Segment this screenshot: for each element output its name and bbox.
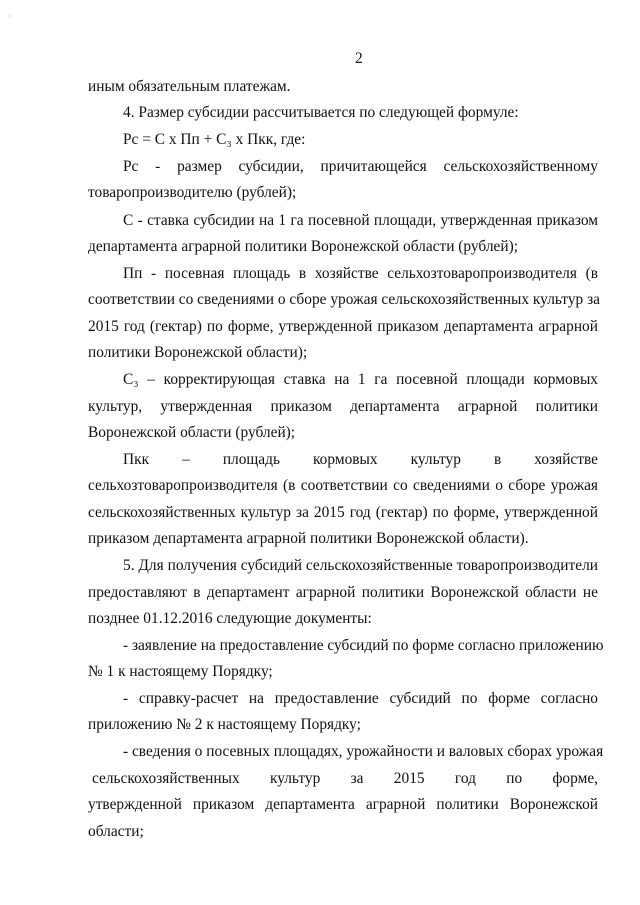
text-line: области; [88, 823, 144, 840]
text-line: 2015 год (гектар) по форме, утвержденной приказом департамента аграрной [88, 318, 598, 335]
text-line: С₃ – корректирующая ставка на 1 га посевной площади кормовых [123, 371, 598, 388]
text-line: Пкк – площадь кормовых культур в хозяйстве [123, 451, 598, 468]
text-line: Воронежской области (рублей); [88, 424, 296, 441]
text-line: Рс = С х Пп + С₃ х Пкк, где: [123, 131, 306, 148]
text-line: - сведения о посевных площадях, урожайности и валовых сборах урожая [123, 743, 604, 760]
text-line: соответствии со сведениями о сборе урожая сельскохозяйственных культур за [88, 291, 600, 308]
text-line: утвержденной приказом департамента аграрной политики Воронежской [88, 796, 598, 813]
text-line: С - ставка субсидии на 1 га посевной площади, утвержденная приказом [123, 212, 598, 229]
text-line: сельскохозяйственных культур за 2015 год по форме, [92, 770, 598, 787]
text-line: предоставляют в департамент аграрной политики Воронежской области не [88, 584, 598, 601]
page-number: 2 [355, 50, 363, 67]
text-line: - заявление на предоставление субсидий по форме согласно приложению [123, 637, 604, 654]
text-line: - справку-расчет на предоставление субсидий по форме согласно [123, 690, 598, 707]
text-line: сельскохозяйственных культур за 2015 год (гектар) по форме, утвержденной [88, 504, 598, 521]
text-line: Пп - посевная площадь в хозяйстве сельхозтоваропроизводителя (в [123, 265, 598, 282]
text-line: Рс - размер субсидии, причитающейся сельскохозяйственному [123, 158, 598, 175]
scan-mark: · [8, 12, 11, 21]
text-line: приказом департамента аграрной политики Воронежской области). [88, 530, 529, 547]
text-line: культур, утвержденная приказом департамента аграрной политики [88, 398, 598, 415]
text-line: сельхозтоваропроизводителя (в соответствии со сведениями о сборе урожая [88, 477, 598, 494]
text-line: иным обязательным платежам. [88, 78, 291, 95]
text-line: товаропроизводителю (рублей); [88, 184, 297, 201]
text-line: позднее 01.12.2016 следующие документы: [88, 610, 372, 627]
text-line: политики Воронежской области); [88, 344, 308, 361]
text-line: № 1 к настоящему Порядку; [88, 663, 273, 680]
text-line: департамента аграрной политики Воронежской области (рублей); [88, 238, 518, 255]
text-line: 5. Для получения субсидий сельскохозяйственные товаропроизводители [123, 557, 598, 574]
text-line: 4. Размер субсидии рассчитывается по следующей формуле: [123, 104, 519, 121]
text-line: приложению № 2 к настоящему Порядку; [88, 716, 361, 733]
